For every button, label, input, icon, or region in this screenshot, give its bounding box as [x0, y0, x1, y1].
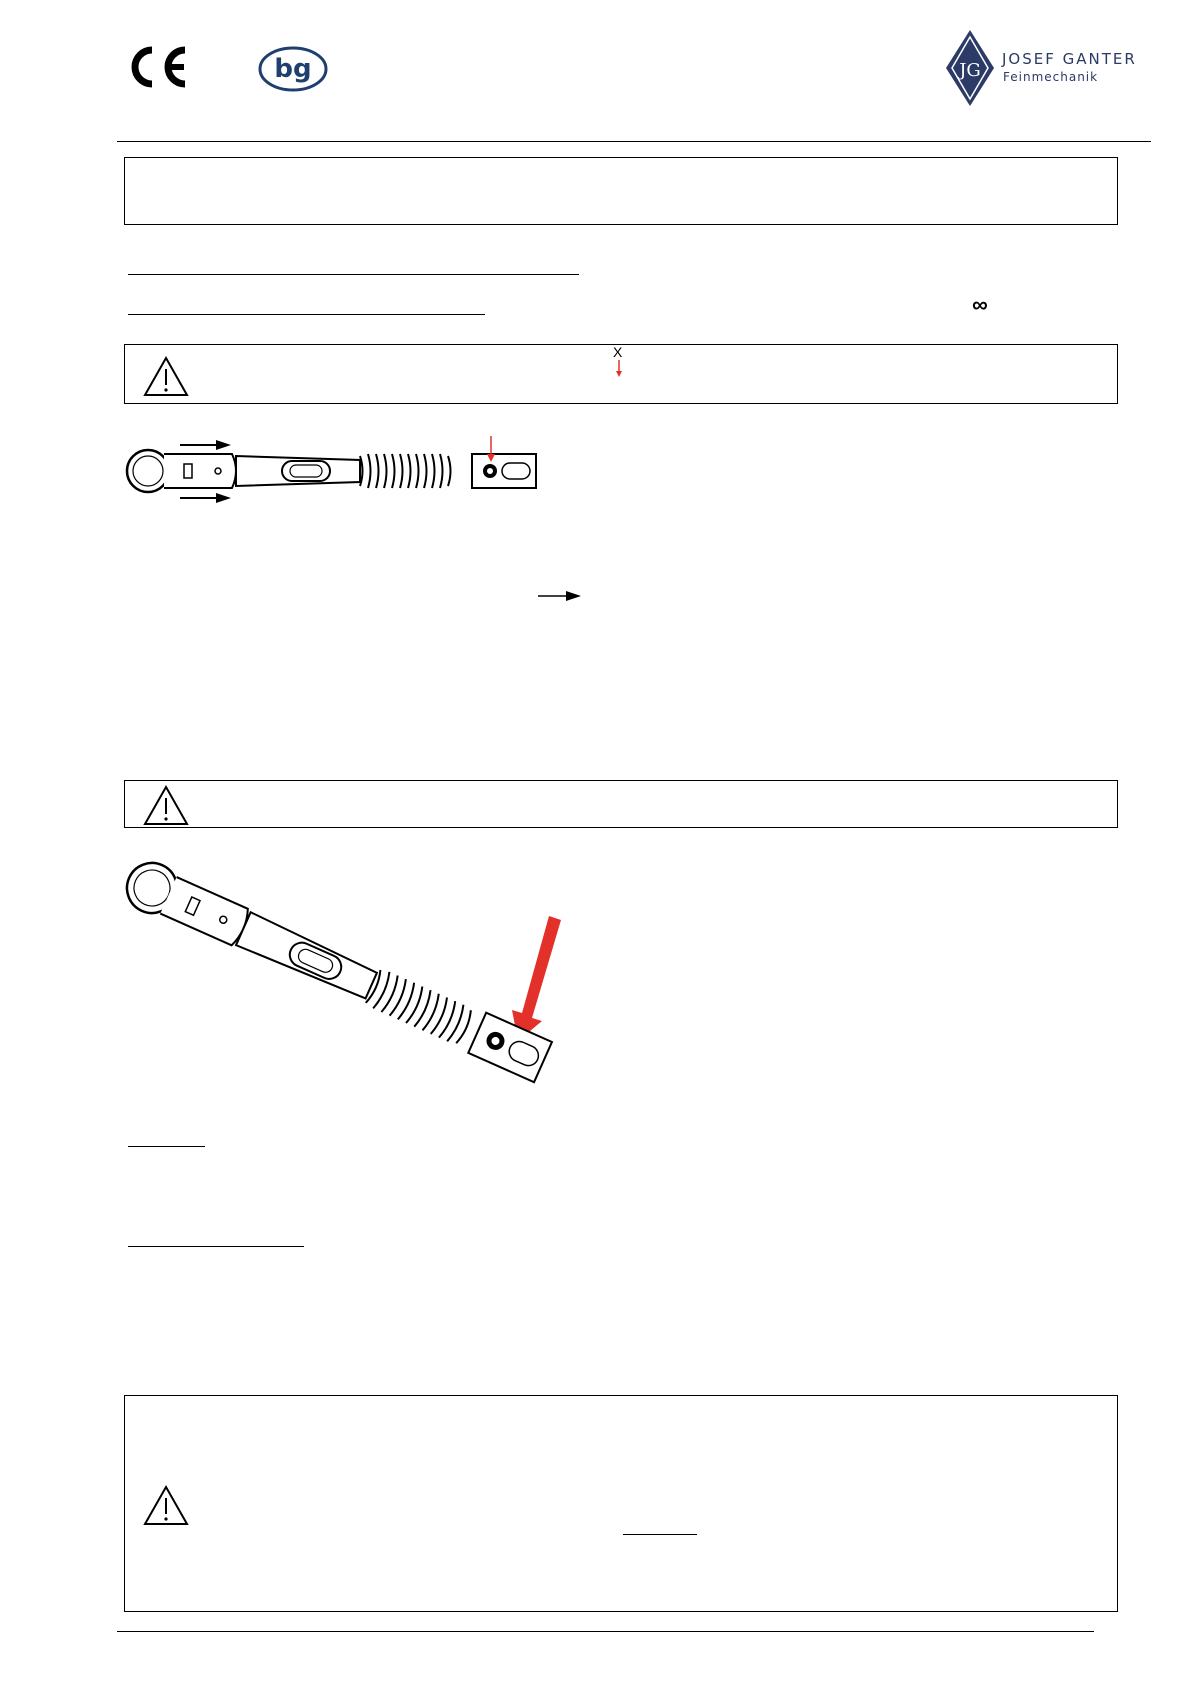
warning-triangle-icon	[143, 784, 189, 826]
warning-triangle-icon	[143, 1484, 189, 1526]
header-divider	[117, 141, 1151, 142]
svg-text:bg: bg	[274, 54, 312, 84]
brand-subtitle: Feinmechanik	[1003, 70, 1099, 84]
inline-underline	[623, 1534, 697, 1535]
arrow-icon	[538, 590, 582, 602]
warning-box-2	[124, 780, 1118, 828]
red-down-arrow-small	[614, 360, 624, 378]
heading-underline-4	[128, 1246, 304, 1247]
brand-logo	[944, 28, 996, 108]
wrench-illustration-straight	[124, 436, 544, 506]
svg-text:JG: JG	[959, 60, 981, 81]
x-mark: X	[613, 344, 623, 360]
wrench-illustration-angled	[124, 856, 564, 1091]
footer-divider	[117, 1631, 1094, 1632]
bg-logo	[257, 45, 329, 93]
title-box	[124, 157, 1118, 225]
infinity-symbol: ∞	[972, 292, 988, 317]
heading-underline-1	[128, 274, 579, 275]
warning-box-3	[124, 1395, 1118, 1612]
brand-name: JOSEF GANTER	[1002, 50, 1137, 68]
ce-mark	[128, 44, 188, 90]
heading-underline-2	[128, 314, 485, 315]
warning-triangle-icon	[143, 355, 189, 397]
heading-underline-3	[128, 1146, 205, 1147]
